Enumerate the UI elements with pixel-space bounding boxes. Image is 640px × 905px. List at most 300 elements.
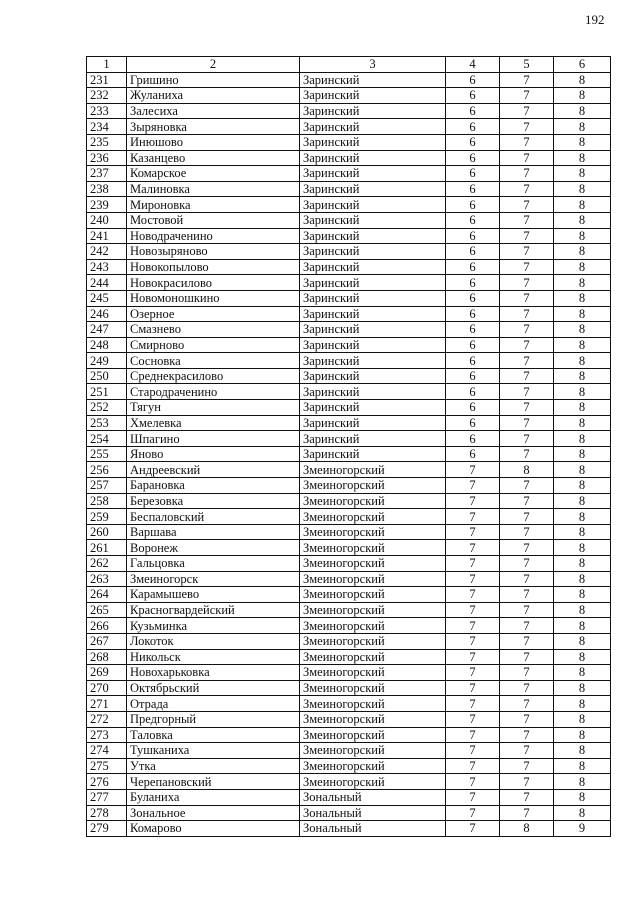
value-cell: 8 [554,259,611,275]
value-cell: 7 [500,400,554,416]
value-cell: 8 [554,400,611,416]
value-cell: 6 [446,275,500,291]
value-cell: 6 [446,197,500,213]
value-cell: 7 [446,571,500,587]
table-body [87,72,611,836]
settlement-name-cell: Таловка [127,727,300,743]
value-cell: 7 [500,711,554,727]
value-cell: 8 [554,587,611,603]
value-cell: 7 [500,166,554,182]
district-cell: Заринский [300,166,446,182]
settlement-name-cell: Малиновка [127,181,300,197]
settlement-name-cell: Барановка [127,478,300,494]
row-number-cell: 233 [87,103,127,119]
value-cell: 7 [500,181,554,197]
district-cell: Заринский [300,322,446,338]
settlement-name-cell: Новодраченино [127,228,300,244]
table-header-row [87,57,611,73]
row-number-cell: 247 [87,322,127,338]
district-cell: Змеиногорский [300,680,446,696]
value-cell: 6 [446,166,500,182]
value-cell: 8 [554,244,611,260]
value-cell: 7 [500,306,554,322]
row-number-cell: 263 [87,571,127,587]
district-cell: Заринский [300,431,446,447]
column-header: 3 [300,57,446,73]
value-cell: 8 [554,493,611,509]
settlement-name-cell: Карамышево [127,587,300,603]
settlement-name-cell: Хмелевка [127,415,300,431]
table-row [87,446,611,462]
table-row [87,805,611,821]
district-cell: Змеиногорский [300,602,446,618]
row-number-cell: 238 [87,181,127,197]
value-cell: 8 [500,462,554,478]
settlement-name-cell: Локоток [127,633,300,649]
value-cell: 8 [554,649,611,665]
column-header: 1 [87,57,127,73]
table-row [87,306,611,322]
table-row [87,181,611,197]
value-cell: 7 [500,789,554,805]
settlement-name-cell: Красногвардейский [127,602,300,618]
row-number-cell: 246 [87,306,127,322]
value-cell: 7 [500,415,554,431]
row-number-cell: 273 [87,727,127,743]
value-cell: 6 [446,322,500,338]
value-cell: 8 [554,478,611,494]
settlement-name-cell: Предгорный [127,711,300,727]
table-row [87,322,611,338]
row-number-cell: 253 [87,415,127,431]
settlement-name-cell: Озерное [127,306,300,322]
value-cell: 7 [500,72,554,88]
value-cell: 7 [446,665,500,681]
value-cell: 7 [446,758,500,774]
settlement-name-cell: Новокрасилово [127,275,300,291]
value-cell: 6 [446,103,500,119]
value-cell: 8 [554,789,611,805]
table-row [87,415,611,431]
table-row [87,228,611,244]
settlement-name-cell: Воронеж [127,540,300,556]
district-cell: Змеиногорский [300,509,446,525]
row-number-cell: 265 [87,602,127,618]
value-cell: 7 [500,727,554,743]
settlement-name-cell: Смирново [127,337,300,353]
value-cell: 7 [446,509,500,525]
district-cell: Змеиногорский [300,665,446,681]
value-cell: 7 [500,493,554,509]
value-cell: 6 [446,228,500,244]
value-cell: 7 [500,119,554,135]
row-number-cell: 271 [87,696,127,712]
value-cell: 8 [554,805,611,821]
table-row [87,368,611,384]
settlement-name-cell: Яново [127,446,300,462]
district-cell: Змеиногорский [300,556,446,572]
value-cell: 7 [500,774,554,790]
value-cell: 7 [500,805,554,821]
table-row [87,337,611,353]
value-cell: 6 [446,134,500,150]
table-row [87,431,611,447]
table-row [87,72,611,88]
value-cell: 8 [554,524,611,540]
value-cell: 8 [554,571,611,587]
row-number-cell: 279 [87,821,127,837]
row-number-cell: 252 [87,400,127,416]
settlement-name-cell: Инюшово [127,134,300,150]
table-row [87,587,611,603]
settlement-name-cell: Среднекрасилово [127,368,300,384]
settlement-name-cell: Новозыряново [127,244,300,260]
value-cell: 7 [500,103,554,119]
value-cell: 6 [446,259,500,275]
table-row [87,212,611,228]
value-cell: 8 [554,774,611,790]
district-cell: Зональный [300,821,446,837]
district-cell: Змеиногорский [300,727,446,743]
value-cell: 7 [446,540,500,556]
value-cell: 8 [554,322,611,338]
value-cell: 7 [500,509,554,525]
settlement-name-cell: Тушканиха [127,743,300,759]
table-row [87,275,611,291]
settlement-name-cell: Гришино [127,72,300,88]
value-cell: 8 [554,743,611,759]
value-cell: 6 [446,431,500,447]
value-cell: 7 [500,696,554,712]
table-row [87,743,611,759]
district-cell: Заринский [300,353,446,369]
column-header: 6 [554,57,611,73]
value-cell: 7 [500,524,554,540]
value-cell: 7 [500,228,554,244]
row-number-cell: 232 [87,88,127,104]
value-cell: 7 [500,431,554,447]
value-cell: 7 [500,680,554,696]
district-cell: Заринский [300,150,446,166]
row-number-cell: 244 [87,275,127,291]
table-row [87,789,611,805]
table-row [87,119,611,135]
column-header: 4 [446,57,500,73]
row-number-cell: 240 [87,212,127,228]
district-cell: Заринский [300,181,446,197]
settlement-name-cell: Отрада [127,696,300,712]
value-cell: 6 [446,353,500,369]
settlement-name-cell: Березовка [127,493,300,509]
value-cell: 8 [554,618,611,634]
table-row [87,633,611,649]
row-number-cell: 234 [87,119,127,135]
row-number-cell: 259 [87,509,127,525]
settlement-name-cell: Новомоношкино [127,290,300,306]
table-row [87,353,611,369]
value-cell: 8 [554,290,611,306]
value-cell: 7 [500,633,554,649]
value-cell: 7 [500,88,554,104]
value-cell: 7 [500,556,554,572]
value-cell: 6 [446,400,500,416]
settlement-name-cell: Новохарьковка [127,665,300,681]
value-cell: 7 [500,540,554,556]
district-cell: Змеиногорский [300,540,446,556]
value-cell: 7 [500,618,554,634]
district-cell: Змеиногорский [300,493,446,509]
row-number-cell: 260 [87,524,127,540]
district-cell: Заринский [300,212,446,228]
district-cell: Змеиногорский [300,774,446,790]
row-number-cell: 277 [87,789,127,805]
value-cell: 7 [446,524,500,540]
row-number-cell: 243 [87,259,127,275]
district-cell: Змеиногорский [300,618,446,634]
row-number-cell: 276 [87,774,127,790]
value-cell: 8 [554,181,611,197]
table-row [87,509,611,525]
value-cell: 7 [500,275,554,291]
value-cell: 7 [500,322,554,338]
settlement-name-cell: Черепановский [127,774,300,790]
value-cell: 7 [446,711,500,727]
district-cell: Заринский [300,275,446,291]
table-row [87,290,611,306]
value-cell: 6 [446,337,500,353]
settlement-name-cell: Буланиха [127,789,300,805]
value-cell: 8 [554,540,611,556]
row-number-cell: 250 [87,368,127,384]
settlement-name-cell: Кузьминка [127,618,300,634]
row-number-cell: 267 [87,633,127,649]
district-cell: Змеиногорский [300,649,446,665]
row-number-cell: 257 [87,478,127,494]
district-cell: Змеиногорский [300,758,446,774]
settlement-name-cell: Тягун [127,400,300,416]
value-cell: 7 [446,602,500,618]
value-cell: 8 [554,711,611,727]
table-row [87,493,611,509]
value-cell: 8 [554,462,611,478]
row-number-cell: 242 [87,244,127,260]
district-cell: Змеиногорский [300,571,446,587]
row-number-cell: 278 [87,805,127,821]
value-cell: 7 [446,680,500,696]
value-cell: 7 [500,743,554,759]
table-row [87,166,611,182]
value-cell: 8 [554,228,611,244]
settlement-name-cell: Смазнево [127,322,300,338]
settlement-name-cell: Новокопылово [127,259,300,275]
table-row [87,821,611,837]
value-cell: 8 [554,431,611,447]
value-cell: 8 [554,306,611,322]
value-cell: 8 [554,150,611,166]
table-row [87,665,611,681]
row-number-cell: 272 [87,711,127,727]
settlement-name-cell: Зональное [127,805,300,821]
value-cell: 8 [554,446,611,462]
settlement-name-cell: Варшава [127,524,300,540]
value-cell: 7 [500,649,554,665]
settlement-name-cell: Змеиногорск [127,571,300,587]
row-number-cell: 266 [87,618,127,634]
district-cell: Заринский [300,72,446,88]
value-cell: 7 [500,446,554,462]
value-cell: 7 [500,197,554,213]
value-cell: 6 [446,212,500,228]
district-cell: Заринский [300,134,446,150]
row-number-cell: 270 [87,680,127,696]
settlements-table [86,56,611,837]
value-cell: 8 [554,368,611,384]
table-row [87,259,611,275]
settlement-name-cell: Мостовой [127,212,300,228]
table-row [87,244,611,260]
district-cell: Змеиногорский [300,711,446,727]
table-row [87,571,611,587]
value-cell: 8 [554,275,611,291]
value-cell: 8 [554,119,611,135]
value-cell: 7 [500,384,554,400]
table-row [87,478,611,494]
table-row [87,524,611,540]
settlement-name-cell: Андреевский [127,462,300,478]
district-cell: Заринский [300,290,446,306]
value-cell: 7 [446,493,500,509]
district-cell: Заринский [300,400,446,416]
value-cell: 8 [554,72,611,88]
row-number-cell: 255 [87,446,127,462]
district-cell: Змеиногорский [300,743,446,759]
value-cell: 7 [500,290,554,306]
value-cell: 7 [500,150,554,166]
settlement-name-cell: Мироновка [127,197,300,213]
value-cell: 8 [554,134,611,150]
row-number-cell: 261 [87,540,127,556]
settlement-name-cell: Сосновка [127,353,300,369]
value-cell: 7 [500,244,554,260]
value-cell: 7 [500,758,554,774]
settlement-name-cell: Комарово [127,821,300,837]
value-cell: 7 [446,618,500,634]
table-row [87,680,611,696]
table-row [87,774,611,790]
value-cell: 7 [500,134,554,150]
settlement-name-cell: Комарское [127,166,300,182]
row-number-cell: 241 [87,228,127,244]
value-cell: 7 [500,602,554,618]
value-cell: 8 [554,727,611,743]
table-row [87,103,611,119]
district-cell: Заринский [300,337,446,353]
settlement-name-cell: Стародраченино [127,384,300,400]
settlement-name-cell: Казанцево [127,150,300,166]
value-cell: 6 [446,119,500,135]
settlement-name-cell: Зыряновка [127,119,300,135]
value-cell: 7 [500,259,554,275]
row-number-cell: 231 [87,72,127,88]
district-cell: Заринский [300,446,446,462]
row-number-cell: 256 [87,462,127,478]
value-cell: 8 [554,384,611,400]
value-cell: 7 [446,743,500,759]
value-cell: 7 [446,649,500,665]
value-cell: 8 [554,602,611,618]
table-row [87,758,611,774]
value-cell: 7 [500,212,554,228]
value-cell: 7 [446,462,500,478]
settlement-name-cell: Залесиха [127,103,300,119]
row-number-cell: 251 [87,384,127,400]
value-cell: 7 [500,337,554,353]
district-cell: Змеиногорский [300,587,446,603]
value-cell: 8 [554,758,611,774]
column-header: 5 [500,57,554,73]
settlement-name-cell: Беспаловский [127,509,300,525]
value-cell: 7 [500,353,554,369]
row-number-cell: 254 [87,431,127,447]
table-row [87,618,611,634]
table-row [87,150,611,166]
table-row [87,197,611,213]
district-cell: Змеиногорский [300,524,446,540]
value-cell: 6 [446,446,500,462]
table-row [87,556,611,572]
settlement-name-cell: Жуланиха [127,88,300,104]
value-cell: 7 [446,478,500,494]
district-cell: Заринский [300,228,446,244]
value-cell: 8 [554,353,611,369]
district-cell: Змеиногорский [300,633,446,649]
value-cell: 7 [446,821,500,837]
value-cell: 7 [446,556,500,572]
value-cell: 8 [554,166,611,182]
row-number-cell: 274 [87,743,127,759]
value-cell: 6 [446,384,500,400]
table-row [87,696,611,712]
district-cell: Змеиногорский [300,462,446,478]
row-number-cell: 245 [87,290,127,306]
table-row [87,400,611,416]
value-cell: 8 [554,696,611,712]
district-cell: Заринский [300,259,446,275]
value-cell: 7 [446,774,500,790]
district-cell: Змеиногорский [300,696,446,712]
row-number-cell: 248 [87,337,127,353]
value-cell: 7 [446,696,500,712]
table-row [87,711,611,727]
value-cell: 6 [446,88,500,104]
row-number-cell: 262 [87,556,127,572]
district-cell: Заринский [300,415,446,431]
table-row [87,727,611,743]
row-number-cell: 258 [87,493,127,509]
value-cell: 8 [554,633,611,649]
district-cell: Заринский [300,197,446,213]
district-cell: Зональный [300,789,446,805]
district-cell: Зональный [300,805,446,821]
value-cell: 8 [554,212,611,228]
settlement-name-cell: Утка [127,758,300,774]
value-cell: 6 [446,306,500,322]
value-cell: 7 [500,571,554,587]
value-cell: 7 [446,805,500,821]
value-cell: 6 [446,181,500,197]
value-cell: 8 [554,415,611,431]
table-row [87,134,611,150]
